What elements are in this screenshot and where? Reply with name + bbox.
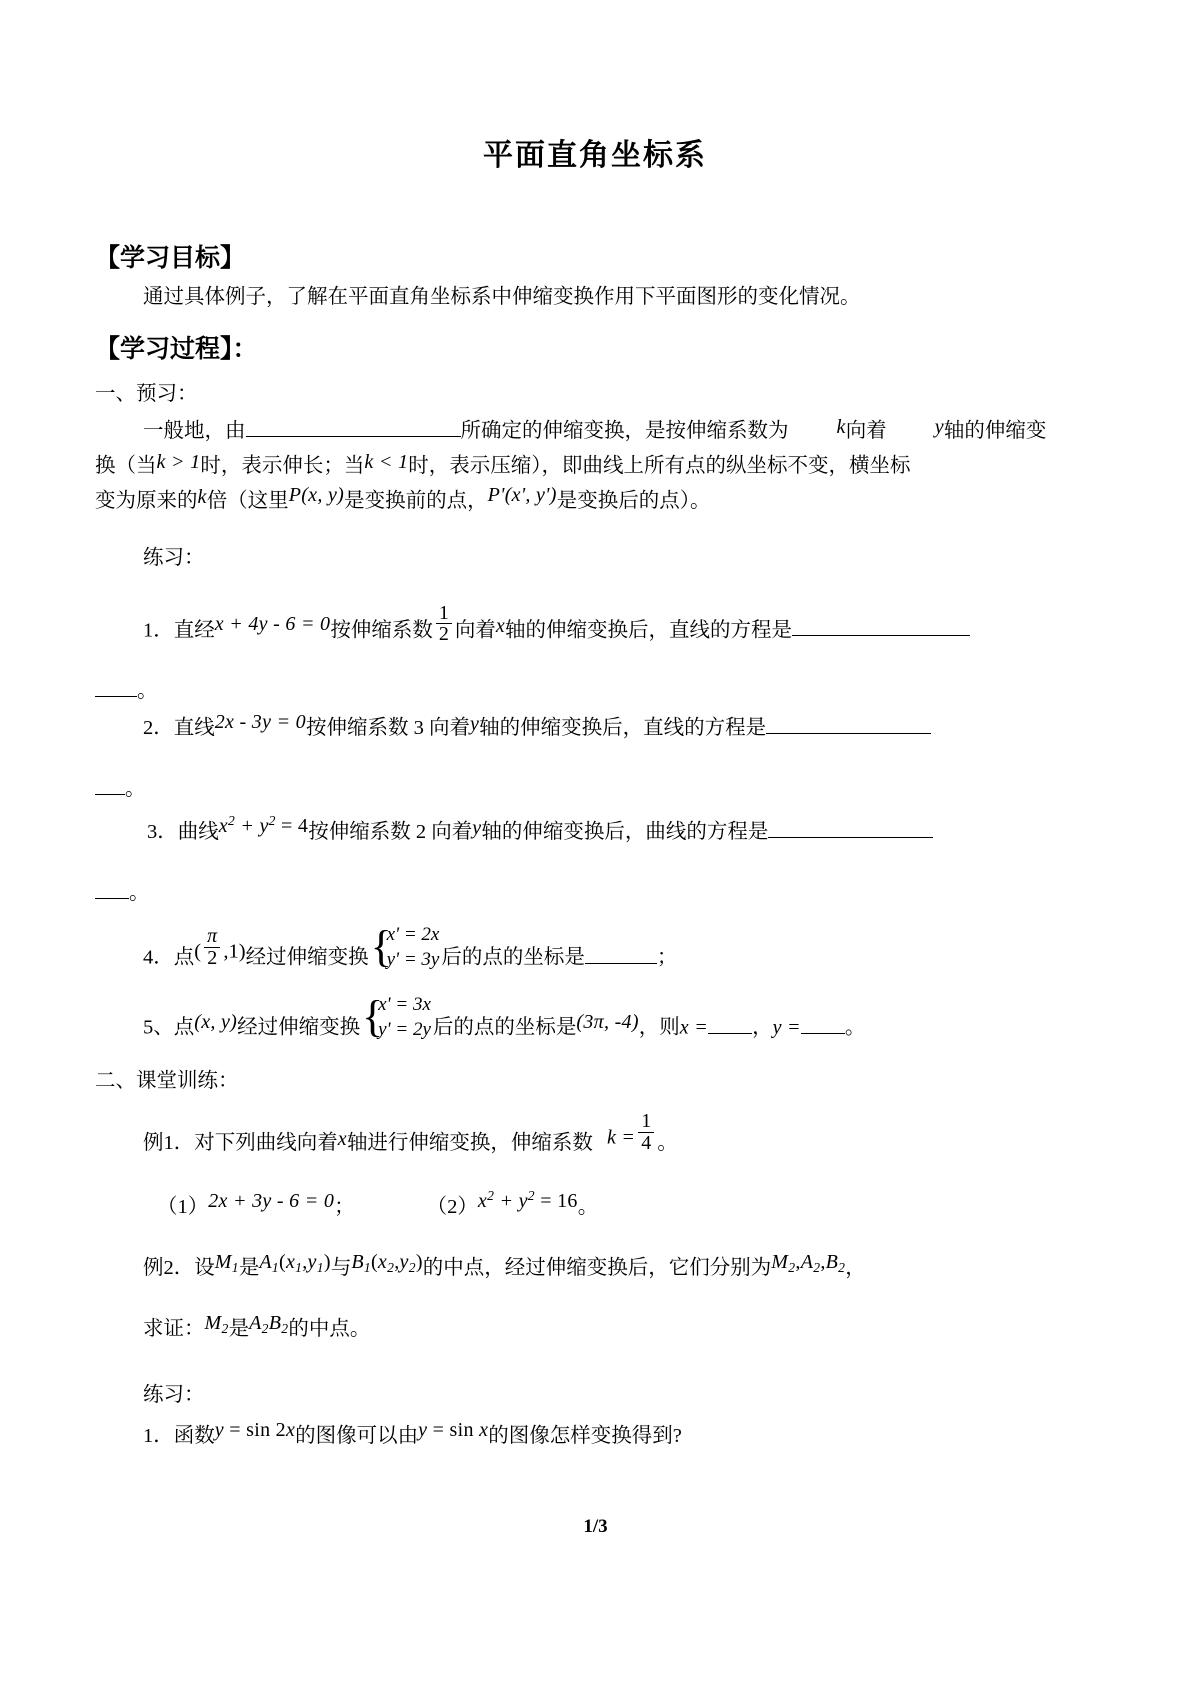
preview-item-1-mid1: 按伸缩系数 <box>330 619 433 642</box>
preview-item-2-tail: 。 <box>125 778 146 801</box>
preview-item-5-result: (3π, -4) <box>576 1010 639 1033</box>
preview-item-1-tail: 。 <box>137 680 158 703</box>
example-2-b1: $B_1(x_2,y_2)$ <box>351 1250 423 1275</box>
footer-current-page: 1 <box>583 1516 593 1537</box>
preview-item-5-mid2: 后的点的坐标是 <box>432 1016 577 1039</box>
definition-condition-1: k > 1 <box>156 451 201 473</box>
preview-item-3-axis: y <box>472 817 482 840</box>
preview-item-3 <box>95 809 1095 850</box>
example-2-prove-ab: $A_2B_2$ <box>249 1312 289 1337</box>
training-heading: 二、课堂训练： <box>95 1070 239 1093</box>
system-row-2: y' = 3y <box>386 949 440 971</box>
example-1-sub-2-marker: （2） <box>426 1195 478 1218</box>
section-heading-objectives: 【学习目标】 <box>95 245 246 272</box>
preview-item-2 <box>95 711 1095 746</box>
preview-item-1-equation: x + 4y - 6 = 0 <box>214 613 331 636</box>
definition-text-f: 时，表示伸长；当 <box>200 455 365 477</box>
definition-paragraph-line-1 <box>95 414 1095 449</box>
preview-item-1-coefficient <box>436 603 452 645</box>
example-2-a1: $A_1(x_1,y_1)$ <box>259 1250 331 1275</box>
preview-item-3-equation: $x^2 + y^2 = 4$ <box>218 813 309 838</box>
document-content <box>95 130 1095 1454</box>
preview-item-3-tail: 。 <box>129 882 150 905</box>
preview-item-2-continuation <box>95 772 1095 807</box>
preview-item-4-mid2: 后的点的坐标是 <box>441 946 585 969</box>
preview-item-1-mid3: 轴的伸缩变换后，直线的方程是 <box>505 619 793 642</box>
definition-paragraph-line-2 <box>95 449 1095 484</box>
example-2-text-b: 是 <box>238 1256 260 1279</box>
example-2-label: 例2． <box>143 1256 195 1279</box>
preview-item-5-mid3: ，则 <box>638 1016 680 1039</box>
preview-item-2-axis: y <box>469 713 480 736</box>
preview-item-2-answer-blank[interactable] <box>766 714 931 734</box>
preview-item-1-axis: x <box>495 615 506 638</box>
preview-item-5-answer-blank-x[interactable] <box>708 1014 752 1034</box>
definition-text-i: 倍（这里 <box>206 490 289 512</box>
left-brace-icon: { <box>362 992 384 1042</box>
training-item-1-equation-1: y = sin 2x <box>214 1419 296 1442</box>
example-2-prove-m2: $M_2$ <box>204 1312 229 1337</box>
example-1-tail: 。 <box>657 1132 678 1155</box>
left-brace-icon: { <box>370 922 392 972</box>
preview-item-4-mid1: 经过伸缩变换 <box>245 946 369 969</box>
training-item-1-equation-2: y = sin x <box>418 1419 489 1442</box>
preview-item-3-mid1: 按伸缩系数 2 向着 <box>308 821 473 844</box>
definition-text-a: 一般地，由 <box>143 420 246 442</box>
definition-text-j: 是变换前的点， <box>344 490 488 512</box>
page-footer <box>0 1516 1191 1538</box>
example-1-axis: x <box>337 1128 347 1151</box>
point-fraction-denominator: 2 <box>204 947 220 968</box>
preview-item-2-lead: 直线 <box>173 717 215 740</box>
preview-item-5-point: (x, y) <box>194 1010 238 1033</box>
example-1-sub-1-tail: ； <box>334 1195 355 1218</box>
preview-item-5-tail: 。 <box>844 1016 866 1039</box>
preview-item-2-mid3: 轴的伸缩变换后，直线的方程是 <box>479 717 767 740</box>
equation-part: x <box>218 815 228 838</box>
objectives-text: 通过具体例子，了解在平面直角坐标系中伸缩变换作用下平面图形的变化情况。 <box>143 286 861 308</box>
preview-item-4-system <box>371 922 440 972</box>
preview-item-4 <box>95 922 1095 984</box>
example-1-text-a: 对下列曲线向着 <box>194 1132 338 1155</box>
preview-heading: 一、预习： <box>95 383 198 405</box>
footer-separator: / <box>592 1516 599 1537</box>
fraction-numerator: 1 <box>641 1110 652 1133</box>
preview-item-5-system <box>362 992 431 1042</box>
preview-item-5 <box>95 992 1095 1054</box>
definition-point-p-prime: P'(x', y') <box>487 484 557 506</box>
fraction-denominator: 4 <box>638 1132 654 1153</box>
preview-item-5-answer-blank-y[interactable] <box>801 1014 845 1034</box>
preview-item-4-lead: 点 <box>173 946 195 969</box>
preview-item-4-number: 4． <box>143 946 174 969</box>
example-1-label: 例1． <box>143 1132 195 1155</box>
training-item-1-text-a: 函数 <box>173 1425 215 1448</box>
example-2-results: $M_2,A_2,B_2$ <box>771 1250 846 1275</box>
coefficient-label: k = <box>606 1126 636 1149</box>
preview-item-1-lead: 直经 <box>173 619 215 642</box>
example-1-sub-2-equation: $x^2 + y^2 = 16$ <box>477 1187 578 1212</box>
preview-item-3-continuation <box>95 876 1095 911</box>
training-example-1-subitems <box>95 1184 1095 1225</box>
preview-item-5-var-x: x = <box>679 1016 709 1039</box>
system-row-1: x' = 2x <box>386 924 440 946</box>
example-1-text-b: 轴进行伸缩变换，伸缩系数 <box>346 1132 593 1155</box>
definition-text-k: 是变换后的点）。 <box>556 490 711 512</box>
training-example-2-prove <box>95 1312 1095 1352</box>
preview-item-3-mid3: 轴的伸缩变换后，曲线的方程是 <box>481 821 769 844</box>
example-1-sub-2-tail: 。 <box>577 1195 599 1218</box>
example-2-m1: $M_1$ <box>214 1250 239 1275</box>
example-2-prove-text-a: 是 <box>228 1318 250 1341</box>
example-1-sub-1-marker: （1） <box>157 1195 209 1218</box>
preview-item-5-number: 5、 <box>143 1016 174 1039</box>
preview-item-5-var-y: y = <box>772 1016 801 1039</box>
training-exercises-label: 练习： <box>143 1384 205 1407</box>
page-title: 平面直角坐标系 <box>483 139 707 172</box>
definition-point-p: P(x, y) <box>288 484 345 506</box>
definition-y-symbol: y <box>934 416 944 438</box>
definition-paragraph-line-3 <box>95 484 1095 519</box>
preview-item-4-point: ( $\frac{\pi}{2}$ ,1) <box>194 925 246 969</box>
footer-total-pages: 3 <box>598 1516 608 1537</box>
preview-item-2-number: 2． <box>143 717 174 740</box>
fraction-denominator: 2 <box>436 623 452 644</box>
training-item-1-number: 1． <box>143 1425 174 1448</box>
training-item-1-text-c: 的图像怎样变换得到? <box>488 1425 682 1448</box>
preview-item-1-number: 1． <box>143 619 174 642</box>
definition-text-d: 轴的伸缩变 <box>943 420 1047 442</box>
preview-item-5-mid1: 经过伸缩变换 <box>237 1016 361 1039</box>
example-2-text-d: 的中点，经过伸缩变换后，它们分别为 <box>422 1256 772 1279</box>
example-2-prove-label: 求证： <box>143 1318 205 1341</box>
example-2-text-a: 设 <box>194 1256 215 1279</box>
preview-item-1 <box>95 602 1095 648</box>
definition-k-symbol: k <box>836 416 846 438</box>
point-second-coordinate: 1 <box>228 940 239 963</box>
definition-text-c: 向着 <box>845 420 887 442</box>
preview-item-5-lead: 点 <box>173 1016 195 1039</box>
preview-item-4-answer-blank[interactable] <box>585 944 657 964</box>
training-item-1 <box>95 1419 1095 1454</box>
definition-condition-2: k < 1 <box>364 451 409 473</box>
definition-text-g: 时，表示压缩），即曲线上所有点的纵坐标不变，横坐标 <box>408 455 911 477</box>
example-2-text-c: 与 <box>330 1256 352 1279</box>
preview-item-3-answer-blank[interactable] <box>768 818 933 838</box>
preview-item-2-answer-blank-2[interactable] <box>95 775 125 795</box>
preview-item-3-lead: 曲线 <box>177 821 219 844</box>
system-row-1: x' = 3x <box>378 994 431 1016</box>
preview-item-1-answer-blank[interactable] <box>792 616 970 636</box>
preview-item-1-mid2: 向着 <box>454 619 496 642</box>
training-example-1 <box>95 1110 1095 1167</box>
definition-text-e: 换（当 <box>95 455 157 477</box>
preview-item-2-mid1: 按伸缩系数 3 向着 <box>305 717 470 740</box>
preview-item-5-sep: ， <box>752 1016 773 1039</box>
preview-exercises-label: 练习： <box>143 547 205 569</box>
example-2-text-e: ， <box>845 1256 866 1279</box>
training-example-2 <box>95 1251 1095 1291</box>
example-1-sub-1-equation: 2x + 3y - 6 = 0 <box>208 1189 335 1212</box>
preview-item-1-answer-blank-2[interactable] <box>95 677 137 697</box>
fraction-numerator: 1 <box>438 602 449 624</box>
example-2-prove-text-b: 的中点。 <box>288 1318 371 1341</box>
system-row-2: y' = 2y <box>378 1019 431 1041</box>
example-1-coefficient <box>606 1110 657 1159</box>
definition-text-b: 所确定的伸缩变换，是按伸缩系数为 <box>460 420 789 442</box>
definition-text-h: 变为原来的 <box>95 490 198 512</box>
point-fraction-numerator: π <box>207 925 218 948</box>
preview-item-3-answer-blank-2[interactable] <box>95 879 129 899</box>
section-heading-process: 【学习过程】： <box>95 336 258 363</box>
definition-k-symbol-2: k <box>197 486 207 508</box>
preview-item-4-tail: ； <box>656 946 678 969</box>
preview-item-2-equation: 2x - 3y = 0 <box>214 711 306 734</box>
definition-blank[interactable] <box>246 417 461 437</box>
preview-item-3-number: 3． <box>147 821 178 844</box>
preview-item-1-continuation <box>95 674 1095 709</box>
training-item-1-text-b: 的图像可以由 <box>295 1425 419 1448</box>
